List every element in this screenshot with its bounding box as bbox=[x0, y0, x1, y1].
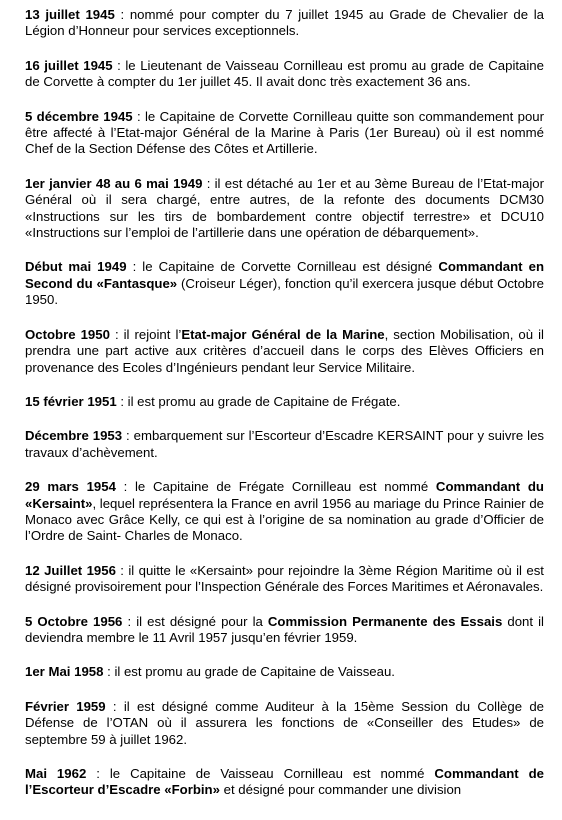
entry-bold-text: Commandant en Second du «Fantasque» bbox=[25, 259, 545, 291]
entry-text: dont il deviendra membre le 11 Avril 1957 jusqu’en février 1959. bbox=[25, 613, 544, 645]
entry-date: Décembre 1953 bbox=[25, 428, 123, 444]
entry-octobre-1950 bbox=[25, 327, 544, 376]
entry-date: 29 mars 1954 bbox=[25, 479, 116, 495]
entry-text: , section Mobilisation, où il prendra une part active aux critères d’accueil dans le corps des Elèves Officiers en provenance des Ecoles d’Ingénieurs pendant leur Service Militaire. bbox=[25, 326, 544, 375]
entry-bold-text: Commission Permanente des Essais bbox=[267, 613, 503, 629]
entry-text: : il quitte le «Kersaint» pour rejoindre la 3ème Région Maritime où il est désigné provisoirement pour l’Inspection Générale des Forces Maritimes et Aéronavales. bbox=[25, 562, 544, 595]
entry-date: 5 Octobre 1956 bbox=[25, 613, 123, 629]
entry-date: Février 1959 bbox=[25, 698, 106, 714]
entry-debut-mai-1949 bbox=[25, 259, 544, 308]
entry-text: : le Capitaine de Frégate Cornilleau est nommé bbox=[115, 479, 436, 495]
entry-date: 12 Juillet 1956 bbox=[25, 562, 116, 578]
entry-date: Octobre 1950 bbox=[25, 326, 110, 342]
entry-13-juillet-1945 bbox=[25, 7, 544, 40]
entry-date: 16 juillet 1945 bbox=[25, 57, 113, 73]
entry-date: 1er Mai 1958 bbox=[25, 664, 104, 680]
entry-text: : il est promu au grade de Capitaine de Frégate. bbox=[116, 393, 401, 409]
entry-text: : il est promu au grade de Capitaine de Vaisseau. bbox=[103, 664, 395, 680]
entry-text: , lequel représentera la France en avril 1956 au mariage du Prince Rainier de Monaco avec Grâce Kelly, ce qui est à l’origine de sa nomination au grade d’Officier de l’Ordre de Saint- Charles de Monaco. bbox=[25, 495, 545, 544]
entry-text: : le Capitaine de Corvette Cornilleau est désigné bbox=[126, 259, 439, 275]
entry-bold-text: Commandant de l’Escorteur d’Escadre «Forbin» bbox=[25, 766, 544, 798]
entry-text: : le Lieutenant de Vaisseau Cornilleau est promu au grade de Capitaine de Corvette à compter du 1er juillet 45. Il avait donc très exactement 36 ans. bbox=[25, 57, 544, 90]
entry-text: : il est désigné comme Auditeur à la 15ème Session du Collège de Défense de l’OTAN où il assurera les fonctions de «Conseiller des Etudes» de septembre 59 à juillet 1962. bbox=[25, 698, 544, 747]
entry-5-octobre-1956 bbox=[25, 614, 544, 647]
entry-fevrier-1959 bbox=[25, 699, 544, 748]
entry-date: Mai 1962 bbox=[25, 766, 87, 781]
entry-decembre-1953 bbox=[25, 428, 544, 461]
entry-5-decembre-1945 bbox=[25, 109, 544, 158]
entry-1er-mai-1958 bbox=[25, 664, 544, 680]
entry-text: : nommé pour compter du 7 juillet 1945 au Grade de Chevalier de la Légion d’Honneur pour services exceptionnels. bbox=[25, 7, 544, 39]
entry-text: : le Capitaine de Corvette Cornilleau quitte son commandement pour être affecté à l’Etat-major Général de la Marine à Paris (1er Bureau) où il est nommé Chef de la Section Défense des Côtes et Artillerie. bbox=[25, 108, 545, 157]
entry-text: : il rejoint l’ bbox=[109, 326, 182, 342]
entry-date: 13 juillet 1945 bbox=[25, 7, 115, 22]
entry-mai-1962 bbox=[25, 766, 544, 799]
entry-1948-1949-detachement bbox=[25, 176, 544, 242]
entry-15-fevrier-1951 bbox=[25, 394, 544, 410]
entry-date: 5 décembre 1945 bbox=[25, 108, 133, 124]
entry-text: : le Capitaine de Vaisseau Cornilleau est nommé bbox=[86, 766, 435, 781]
entry-text: : il est désigné pour la bbox=[122, 613, 268, 629]
entry-bold-text: Etat-major Général de la Marine bbox=[181, 326, 385, 342]
entry-date: Début mai 1949 bbox=[25, 259, 127, 275]
entry-text: (Croiseur Léger), fonction qu’il exercera jusque début Octobre 1950. bbox=[25, 275, 544, 308]
entry-text: : il est détaché au 1er et au 3ème Bureau de l’Etat-major Général où il sera chargé, entre autres, de la refonte des documents DCM30 «Instructions sur les tirs de bombardement contre objectif terrestre» et DCU10 «Instructions sur l’emploi de l’artillerie dans une opération de débarquement». bbox=[25, 175, 544, 241]
entry-bold-text: Commandant du «Kersaint» bbox=[25, 479, 544, 511]
entry-16-juillet-1945 bbox=[25, 58, 544, 91]
entry-text: : embarquement sur l’Escorteur d’Escadre KERSAINT pour y suivre les travaux d’achèvement. bbox=[25, 428, 544, 460]
entry-text: et désigné pour commander une division bbox=[219, 782, 462, 798]
entry-date: 1er janvier 48 au 6 mai 1949 bbox=[25, 175, 203, 191]
entry-date: 15 février 1951 bbox=[25, 393, 117, 409]
entry-12-juillet-1956 bbox=[25, 563, 544, 596]
entry-29-mars-1954 bbox=[25, 479, 544, 545]
